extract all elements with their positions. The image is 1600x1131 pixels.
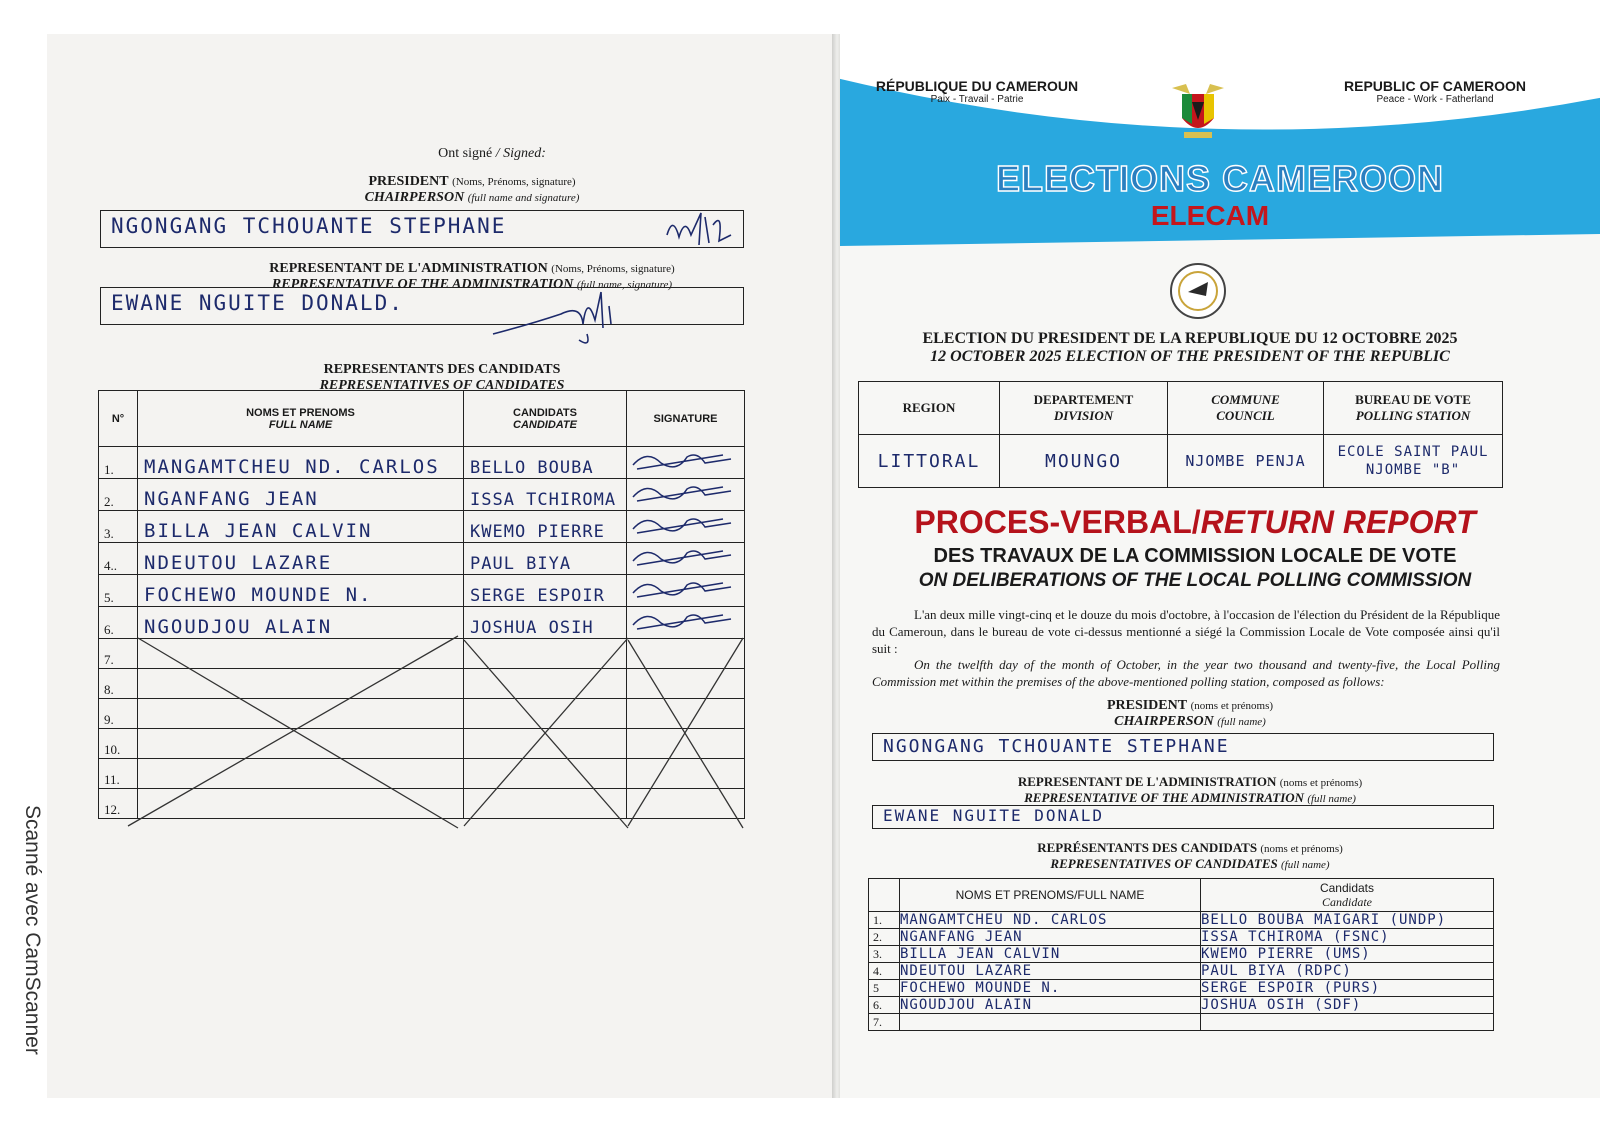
rep-signature [627,447,737,473]
admin-label-fr: REPRESENTANT DE L'ADMINISTRATION [269,261,548,276]
val-bureau-line2: NJOMBE "B" [1365,462,1461,478]
signature-cell [627,447,745,479]
col-name-fr: NOMS ET PRENOMS [246,406,355,419]
col-name [138,391,464,447]
row-number: 4. [869,963,900,980]
row-number: 8. [99,669,138,699]
president-label-fr: PRESIDENT [368,174,449,189]
candidate-cell [1201,963,1494,980]
table-row [99,543,745,575]
col-candidate-en: CANDIDATE [513,418,577,431]
row-number: 3. [99,511,138,543]
signature-cell [627,575,745,607]
motto-en: Peace - Work - Fatherland [1376,94,1494,105]
hdr-commune-en: COUNCIL [1216,408,1275,423]
rep-signature [627,543,737,569]
r-president-hint-fr: (noms et prénoms) [1190,700,1274,712]
val-region [859,435,1000,488]
rep-name-cell [900,929,1201,946]
table-row [869,946,1494,963]
rep-name-cell [138,511,464,543]
election-title-fr: ELECTION DU PRESIDENT DE LA REPUBLIQUE DU 12 OCTOBRE 2025 [922,330,1458,347]
candidate-name: JOSHUA OSIH [470,618,594,638]
hdr-commune-fr: COMMUNE [1211,392,1280,407]
candidate-cell [464,447,627,479]
intro-paragraph-en: On the twelfth day of the month of October, in the year two thousand and twenty-five, the Local Polling Commission met within the premises of the above-mentioned polling station, composed as follows: [872,657,1500,689]
rep-name: NDEUTOU LAZARE [144,552,333,574]
rep-name: NDEUTOU LAZARE [900,962,1033,979]
val-commune-text: NJOMBE PENJA [1185,451,1306,470]
signed-en: / Signed: [495,146,546,161]
right-page [840,34,1600,1098]
row-number: 1. [99,447,138,479]
rep-name: MANGAMTCHEU ND. CARLOS [900,911,1108,928]
row-number: 5 [869,980,900,997]
candidate-name: BELLO BOUBA MAIGARI (UNDP) [1201,911,1447,928]
col-signature: SIGNATURE [627,391,745,447]
rep-name-cell [138,575,464,607]
coat-of-arms-icon [1166,80,1230,146]
candidate-name: JOSHUA OSIH (SDF) [1201,996,1362,1013]
rep-name-cell [900,912,1201,929]
row-number: 9. [99,699,138,729]
signed-fr: Ont signé [438,146,493,161]
val-department-text: MOUNGO [1044,450,1123,472]
row-number: 6. [869,997,900,1014]
rep-name: NGOUDJOU ALAIN [900,996,1033,1013]
pv-title [840,504,1550,541]
candidate-name: ISSA TCHIROMA (FSNC) [1201,928,1390,945]
r-president-hint-en: (full name) [1217,716,1266,728]
motto-fr: Paix - Travail - Patrie [930,94,1024,105]
col-name-en: FULL NAME [268,418,333,431]
intro-paragraph-fr: L'an deux mille vingt-cinq et le douze du mois d'octobre, à l'occasion de l'élection du Président de la République du Cameroun, dans le bureau de vote ci-dessus mentionné a siégé la Commission Locale de Vote composée ainsi qu'il suit : [872,607,1500,656]
r-admin-label-fr: REPRESENTANT DE L'ADMINISTRATION [1017,774,1277,789]
rep-name: FOCHEWO MOUNDE N. [144,584,373,606]
rep-signature [627,607,737,633]
candidate-cell [1201,946,1494,963]
table-row [869,997,1494,1014]
signature-cell [627,479,745,511]
rep-fr-block [862,78,1092,105]
row-number: 5. [99,575,138,607]
ctable-no-col [869,879,900,912]
rep-name: NGANFANG JEAN [144,488,319,510]
rep-name-cell [900,1014,1201,1031]
col-candidate-fr: CANDIDATS [513,406,577,419]
candidate-name: BELLO BOUBA [470,458,594,478]
rep-name: MANGAMTCHEU ND. CARLOS [144,456,440,478]
admin-label-en: REPRESENTATIVE OF THE ADMINISTRATION [271,277,574,292]
candidate-name: PAUL BIYA (RDPC) [1201,962,1352,979]
table-row [99,447,745,479]
rep-en-block [1320,78,1550,105]
candidate-cell [1201,997,1494,1014]
hdr-department-en: DIVISION [1053,408,1114,423]
r-admin-hint-fr: (noms et prénoms) [1279,777,1363,789]
val-commune [1168,435,1324,488]
r-admin-hint-en: (full name) [1307,793,1356,805]
hdr-bureau [1324,382,1503,435]
hdr-department-fr: DEPARTEMENT [1033,392,1134,407]
r-president-label-fr: PRESIDENT [1106,698,1188,713]
rep-fr: RÉPUBLIQUE DU CAMEROUN [875,78,1079,94]
candidate-name: KWEMO PIERRE [470,522,605,542]
r-reps-label-en: REPRESENTATIVES OF CANDIDATES [1050,856,1278,871]
candidate-cell [464,511,627,543]
right-admin-name: EWANE NGUITE DONALD [883,806,1105,825]
right-rows [869,912,1494,1031]
candidate-name: SERGE ESPOIR [470,586,605,606]
r-reps-hint-fr: (noms et prénoms) [1260,843,1343,855]
row-number: 1. [869,912,900,929]
table-row [869,912,1494,929]
r-admin-label-en: REPRESENTATIVE OF THE ADMINISTRATION [1024,790,1305,805]
election-title-en: 12 OCTOBER 2025 ELECTION OF THE PRESIDENT OF THE REPUBLIC [930,348,1450,365]
row-number: 2. [99,479,138,511]
rep-name: NGANFANG JEAN [900,928,1023,945]
left-president-name: NGONGANG TCHOUANTE STEPHANE [111,214,507,238]
hdr-region: REGION [859,382,1000,435]
station-table [858,381,1503,488]
left-page [47,34,837,1098]
row-number: 6. [99,607,138,639]
left-admin-name: EWANE NGUITE DONALD. [111,291,404,315]
candidate-name: PAUL BIYA [470,554,572,574]
candidate-name: ISSA TCHIROMA [470,490,617,510]
cross-out-marks [98,632,748,832]
row-number: 12. [99,789,138,819]
elections-cameroon-title: ELECTIONS CAMEROON [995,158,1444,199]
candidate-cell [1201,912,1494,929]
hdr-commune [1168,382,1324,435]
left-president-box [100,210,744,248]
president-signature [661,205,741,253]
table-row [869,929,1494,946]
col-candidate [464,391,627,447]
candidate-cell [464,479,627,511]
rep-name-cell [900,963,1201,980]
row-number: 7. [99,639,138,669]
val-region-text: LITTORAL [877,450,981,472]
r-president-label-en: CHAIRPERSON [1114,714,1214,729]
ctable-cand-fr: Candidats [1319,880,1375,895]
pv-title-fr: PROCES-VERBAL/ [914,504,1201,540]
rep-signature [627,479,737,505]
candidate-cell [1201,980,1494,997]
table-row [99,511,745,543]
ctable-cand-en: Candidate [1322,894,1372,909]
elecam-title: ELECAM [1150,200,1270,231]
signature-cell [627,511,745,543]
election-2025-seal [1168,262,1228,320]
rep-name-cell [138,479,464,511]
election-title [840,330,1540,366]
rep-name-cell [138,447,464,479]
rep-signature [627,575,737,601]
candidate-name: KWEMO PIERRE (UMS) [1201,945,1371,962]
row-number: 4.. [99,543,138,575]
rep-name-cell [900,997,1201,1014]
left-president-label [47,174,897,206]
rep-name-cell [900,980,1201,997]
scanner-text: Scanné avec CamScanner [21,805,44,1055]
scanner-watermark [14,805,44,1105]
hdr-bureau-en: POLLING STATION [1355,408,1471,423]
row-number: 2. [869,929,900,946]
table-row [99,479,745,511]
candidate-cell [1201,1014,1494,1031]
signed-heading [47,146,937,162]
signature-cell [627,543,745,575]
president-hint-fr: (Noms, Prénoms, signature) [452,176,576,188]
president-hint-en: (full name and signature) [467,192,580,204]
candidate-cell [464,575,627,607]
right-admin-box [872,805,1494,829]
right-president-box [872,733,1494,761]
candidate-cell [1201,929,1494,946]
rep-name-cell [138,543,464,575]
row-number: 10. [99,729,138,759]
val-bureau [1324,435,1503,488]
rep-name: BILLA JEAN CALVIN [900,945,1061,962]
col-no: N° [99,391,138,447]
reps-title-en: REPRESENTATIVES OF CANDIDATES [319,378,565,393]
row-number: 11. [99,759,138,789]
candidate-cell [464,543,627,575]
admin-hint-fr: (Noms, Prénoms, signature) [551,263,675,275]
admin-hint-en: (full name, signature) [576,279,673,291]
row-number: 7. [869,1014,900,1031]
right-admin-label [840,774,1540,806]
hdr-department [1000,382,1168,435]
rep-name: BILLA JEAN CALVIN [144,520,373,542]
admin-signature [491,284,641,354]
rep-name: NGOUDJOU ALAIN [144,616,333,638]
right-candidates-table [868,878,1494,1031]
right-president-label [840,698,1540,730]
row-number: 3. [869,946,900,963]
hdr-bureau-fr: BUREAU DE VOTE [1355,392,1471,407]
right-reps-label [840,840,1540,872]
table-row [869,1014,1494,1031]
rep-name: FOCHEWO MOUNDE N. [900,979,1061,996]
table-row [99,575,745,607]
table-row [869,963,1494,980]
pv-subtitle-fr: DES TRAVAUX DE LA COMMISSION LOCALE DE VOTE [933,545,1457,567]
ctable-cand-col [1201,879,1494,912]
r-reps-label-fr: REPRÉSENTANTS DES CANDIDATS [1037,840,1258,855]
ctable-name-col: NOMS ET PRENOMS/FULL NAME [900,879,1201,912]
rep-signature [627,511,737,537]
reps-title-fr: REPRESENTANTS DES CANDIDATS [323,362,561,377]
val-department [1000,435,1168,488]
rep-name-cell [900,946,1201,963]
r-reps-hint-en: (full name) [1281,859,1330,871]
rep-en: REPUBLIC OF CAMEROON [1344,78,1526,94]
left-admin-box [100,287,744,325]
president-label-en: CHAIRPERSON [364,190,465,205]
candidate-name: SERGE ESPOIR (PURS) [1201,979,1381,996]
right-president-name: NGONGANG TCHOUANTE STEPHANE [883,736,1230,757]
pv-title-en: RETURN REPORT [1200,504,1476,540]
table-row [869,980,1494,997]
val-bureau-line1: ECOLE SAINT PAUL [1337,444,1489,460]
pv-subtitle-en: ON DELIBERATIONS OF THE LOCAL POLLING COMMISSION [918,570,1472,591]
